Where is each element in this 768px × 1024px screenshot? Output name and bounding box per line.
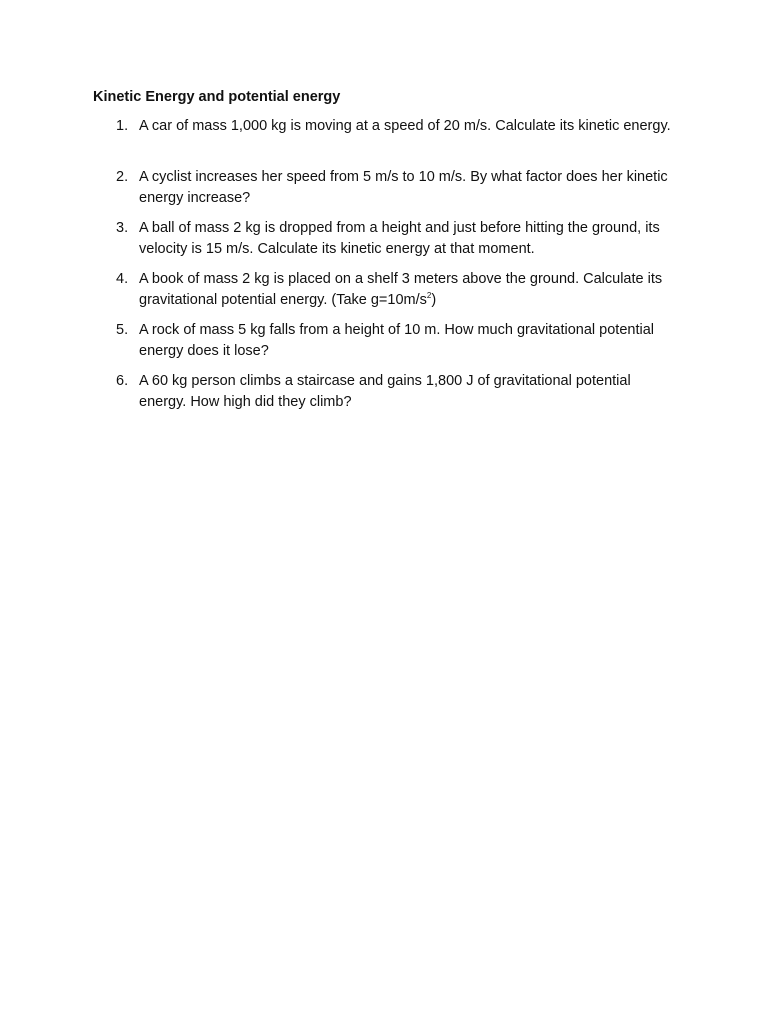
list-item	[0, 167, 768, 218]
question-text: A cyclist increases her speed from 5 m/s to 10 m/s. By what factor does her kinetic energy increase?	[139, 169, 668, 206]
question-number: 1.	[116, 118, 129, 134]
question-number: 3.	[116, 220, 129, 236]
question-text: A ball of mass 2 kg is dropped from a height and just before hitting the ground, its velocity is 15 m/s. Calculate its kinetic energy at that moment.	[139, 220, 660, 257]
question-number: 5.	[116, 322, 129, 338]
list-item	[0, 320, 768, 371]
list-item	[0, 218, 768, 269]
question-text: A car of mass 1,000 kg is moving at a speed of 20 m/s. Calculate its kinetic energy.	[139, 118, 671, 134]
superscript-exponent: 2	[426, 290, 432, 300]
question-number: 4.	[116, 271, 129, 287]
list-item	[0, 371, 768, 422]
list-item	[0, 269, 768, 320]
question-number: 6.	[116, 373, 129, 389]
question-list	[0, 116, 768, 422]
question-number: 2.	[116, 169, 129, 185]
question-text: A 60 kg person climbs a staircase and gains 1,800 J of gravitational potential energy. How high did they climb?	[139, 373, 631, 410]
document-title: Kinetic Energy and potential energy	[93, 89, 341, 105]
question-text: A rock of mass 5 kg falls from a height of 10 m. How much gravitational potential energy does it lose?	[139, 322, 654, 359]
question-text-end: )	[431, 291, 437, 308]
question-text	[139, 269, 679, 310]
question-text-main: A book of mass 2 kg is placed on a shelf 3 meters above the ground. Calculate its gravitational potential energy. (Take g=10m/s	[139, 271, 663, 308]
list-item	[0, 116, 768, 167]
